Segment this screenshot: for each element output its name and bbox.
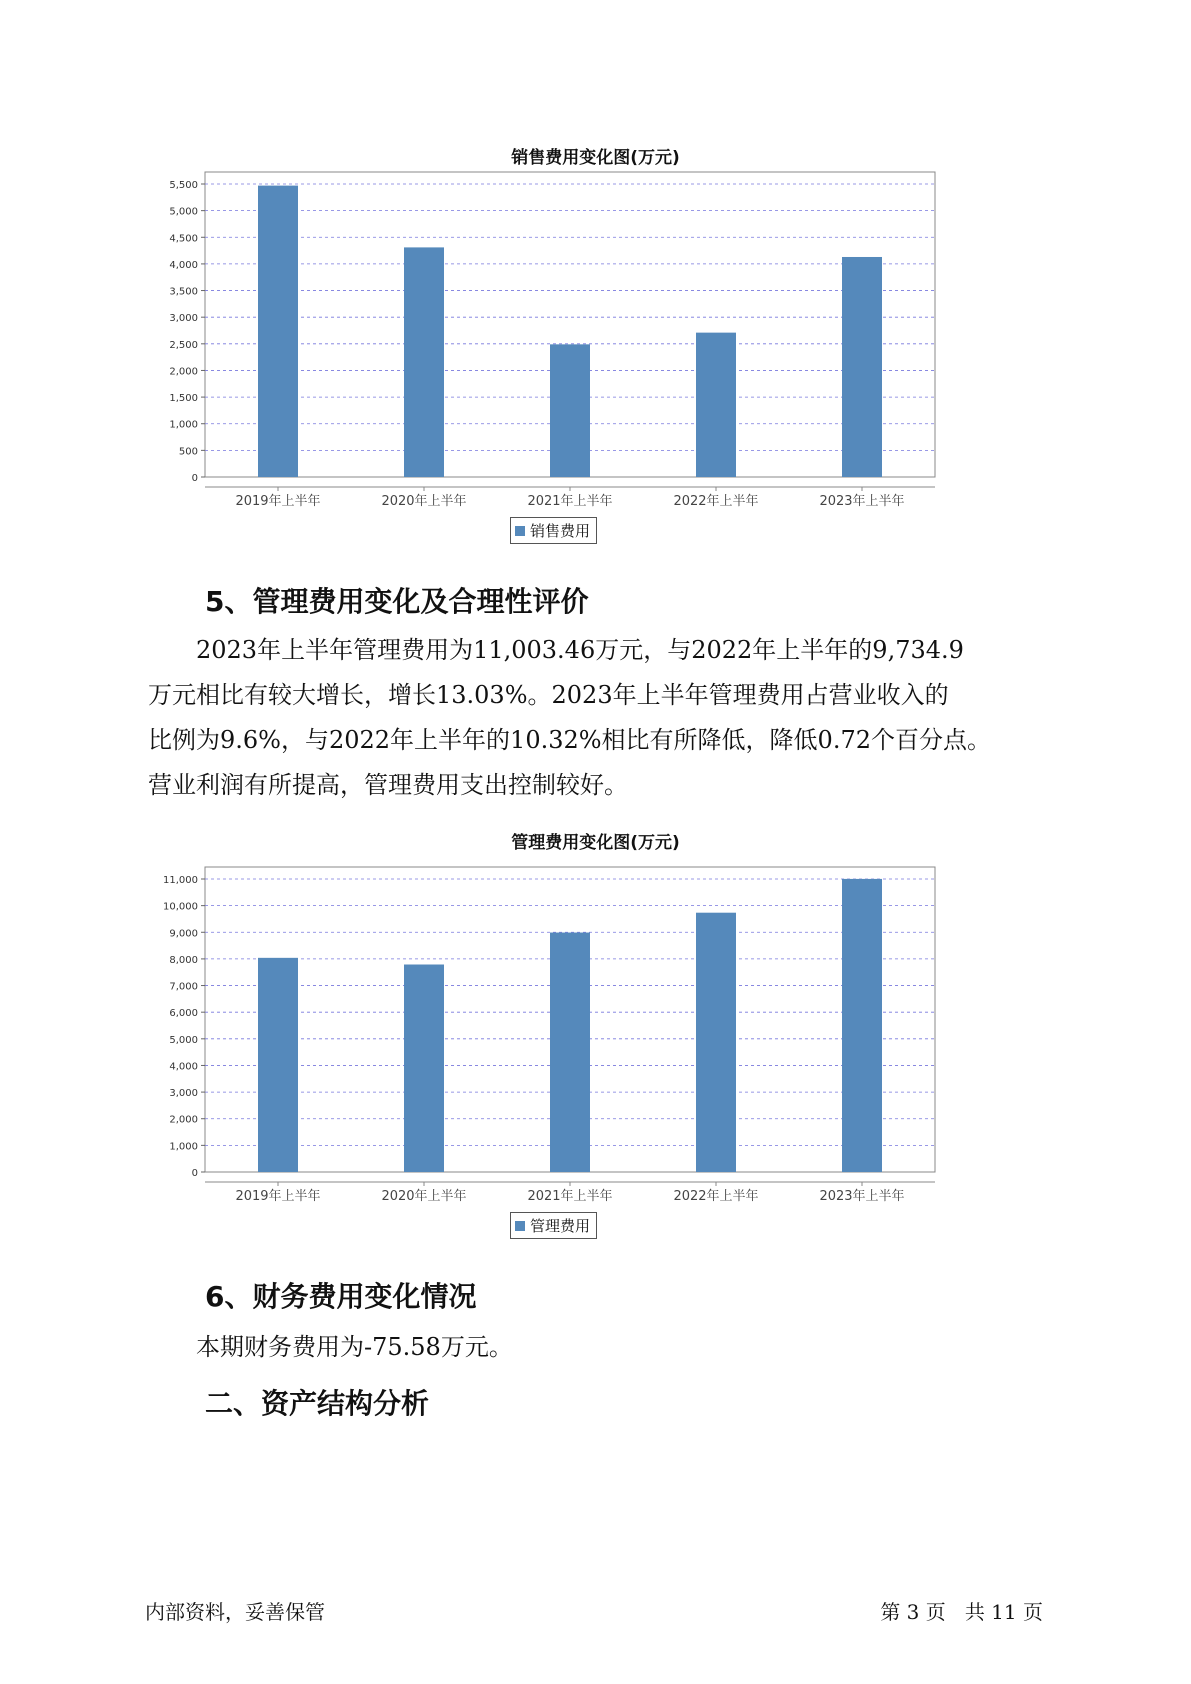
y-tick-label: 0 (191, 1168, 198, 1179)
section6-heading: 6、财务费用变化情况 (205, 1280, 477, 1313)
sales-expense-chart (160, 165, 1020, 560)
legend-swatch (515, 526, 525, 536)
bar (550, 344, 590, 477)
x-tick-label: 2019年上半年 (235, 1189, 321, 1204)
bar (404, 247, 444, 477)
admin-chart-legend (510, 1212, 597, 1239)
y-tick-label: 0 (191, 473, 198, 484)
y-tick-label: 3,000 (169, 313, 198, 325)
section-two-heading: 二、资产结构分析 (205, 1387, 430, 1420)
y-tick-label: 4,000 (169, 1061, 198, 1073)
bar (696, 913, 736, 1172)
y-tick-label: 2,000 (169, 366, 198, 378)
footer-confidential-note: 内部资料，妥善保管 (145, 1600, 325, 1624)
x-tick-label: 2022年上半年 (673, 1189, 759, 1204)
legend-label: 销售费用 (530, 522, 591, 540)
admin-chart-plot (160, 860, 1020, 1204)
x-tick-label: 2020年上半年 (381, 494, 467, 509)
admin-expense-chart (160, 860, 1020, 1255)
y-tick-label: 6,000 (169, 1008, 198, 1020)
bar (842, 257, 882, 477)
x-tick-label: 2023年上半年 (819, 1189, 905, 1204)
sales-chart-legend (510, 517, 597, 544)
paragraph-line: 万元相比有较大增长，增长13.03%。2023年上半年管理费用占营业收入的 (148, 681, 949, 709)
y-tick-label: 11,000 (163, 875, 198, 886)
y-tick-label: 1,500 (169, 393, 198, 405)
y-tick-label: 1,000 (169, 1141, 198, 1153)
y-tick-label: 4,000 (169, 259, 198, 271)
section5-paragraph (148, 628, 1058, 808)
y-tick-label: 3,500 (169, 286, 198, 298)
bar (258, 186, 298, 477)
section6-paragraph (196, 1325, 1106, 1370)
y-tick-label: 10,000 (163, 901, 198, 913)
footer-page-number: 第 3 页 共 11 页 (880, 1600, 1043, 1624)
sales-chart-plot (160, 165, 1020, 509)
bar (258, 958, 298, 1172)
x-tick-label: 2021年上半年 (527, 1189, 613, 1204)
y-tick-label: 7,000 (169, 981, 198, 993)
x-tick-label: 2022年上半年 (673, 494, 759, 509)
legend-label: 管理费用 (530, 1217, 591, 1235)
paragraph-line: 本期财务费用为-75.58万元。 (196, 1333, 513, 1361)
y-tick-label: 2,500 (169, 339, 198, 351)
y-tick-label: 5,500 (169, 180, 198, 191)
sales-chart-title: 销售费用变化图(万元) (511, 148, 680, 168)
y-tick-label: 5,000 (169, 1034, 198, 1046)
y-tick-label: 500 (178, 446, 198, 458)
admin-chart-title: 管理费用变化图(万元) (511, 833, 680, 853)
y-tick-label: 8,000 (169, 954, 198, 966)
bar (550, 933, 590, 1172)
paragraph-line: 比例为9.6%，与2022年上半年的10.32%相比有所降低，降低0.72个百分点。 (148, 726, 991, 754)
bar (404, 965, 444, 1172)
y-tick-label: 1,000 (169, 419, 198, 431)
bar (842, 879, 882, 1172)
x-tick-label: 2023年上半年 (819, 494, 905, 509)
y-tick-label: 2,000 (169, 1114, 198, 1126)
y-tick-label: 9,000 (169, 928, 198, 940)
section5-heading: 5、管理费用变化及合理性评价 (205, 585, 589, 618)
x-tick-label: 2019年上半年 (235, 494, 321, 509)
y-tick-label: 3,000 (169, 1088, 198, 1100)
x-tick-label: 2021年上半年 (527, 494, 613, 509)
x-tick-label: 2020年上半年 (381, 1189, 467, 1204)
paragraph-line: 营业利润有所提高，管理费用支出控制较好。 (148, 771, 628, 799)
bar (696, 333, 736, 477)
y-tick-label: 4,500 (169, 233, 198, 245)
paragraph-line: 2023年上半年管理费用为11,003.46万元，与2022年上半年的9,734.9 (196, 636, 964, 664)
legend-swatch (515, 1221, 525, 1231)
y-tick-label: 5,000 (169, 206, 198, 218)
